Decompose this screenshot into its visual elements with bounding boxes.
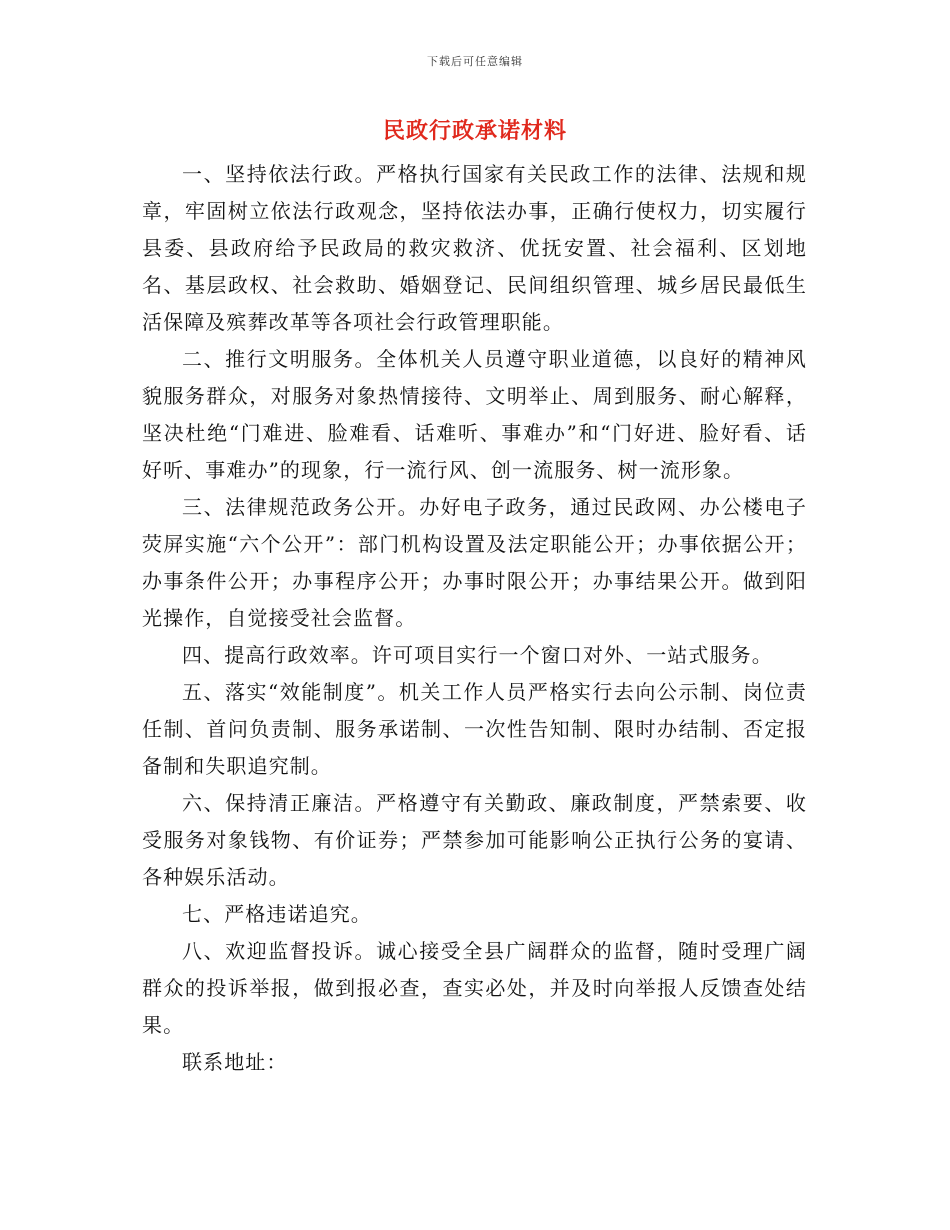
paragraph-5: 五、落实“效能制度”。机关工作人员严格实行去向公示制、岗位责任制、首问负责制、服务承诺制、一次性告知制、限时办结制、否定报备制和失职追究制。 — [142, 680, 807, 778]
contact-address-label: 联系地址： — [182, 1050, 288, 1074]
header-note: 下载后可任意编辑 — [427, 55, 523, 68]
paragraph-3: 三、法律规范政务公开。办好电子政务，通过民政网、办公楼电子荧屏实施“六个公开”：部门机构设置及法定职能公开；办事依据公开；办事条件公开；办事程序公开；办事时限公开；办事结果公开。做到阳光操作，自觉接受社会监督。 — [142, 495, 807, 630]
paragraph-4: 四、提高行政效率。许可项目实行一个窗口对外、一站式服务。 — [182, 643, 773, 667]
document-body — [142, 156, 807, 1081]
paragraph-2: 二、推行文明服务。全体机关人员遵守职业道德，以良好的精神风貌服务群众，对服务对象热情接待、文明举止、周到服务、耐心解释，坚决杜绝“门难进、脸难看、话难听、事难办”和“门好进、脸好看、话好听、事难办”的现象，行一流行风、创一流服务、树一流形象。 — [142, 347, 807, 482]
paragraph-8: 八、欢迎监督投诉。诚心接受全县广阔群众的监督，随时受理广阔群众的投诉举报，做到报必查，查实必处，并及时向举报人反馈查处结果。 — [142, 939, 807, 1037]
paragraph-6: 六、保持清正廉洁。严格遵守有关勤政、廉政制度，严禁索要、收受服务对象钱物、有价证券；严禁参加可能影响公正执行公务的宴请、各种娱乐活动。 — [142, 791, 807, 889]
paragraph-1: 一、坚持依法行政。严格执行国家有关民政工作的法律、法规和规章，牢固树立依法行政观念，坚持依法办事，正确行使权力，切实履行县委、县政府给予民政局的救灾救济、优抚安置、社会福利、区划地名、基层政权、社会救助、婚姻登记、民间组织管理、城乡居民最低生活保障及殡葬改革等各项社会行政管理职能。 — [142, 162, 807, 334]
paragraph-7: 七、严格违诺追究。 — [182, 902, 372, 926]
document-title: 民政行政承诺材料 — [382, 118, 567, 144]
